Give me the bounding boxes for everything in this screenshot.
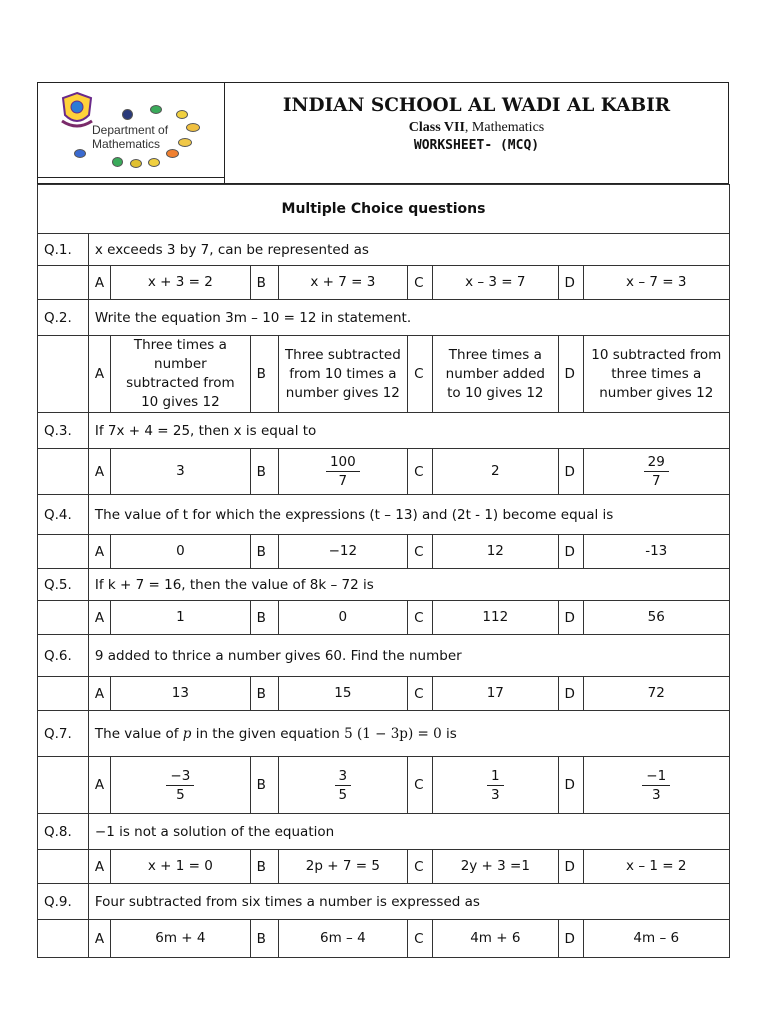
fraction-denominator: 5 bbox=[338, 786, 348, 803]
option-letter: C bbox=[408, 266, 433, 300]
option-letter: B bbox=[250, 677, 278, 711]
question-number: Q.4. bbox=[38, 495, 89, 535]
option-a[interactable]: 6m + 4 bbox=[111, 920, 250, 958]
option-letter: A bbox=[88, 677, 110, 711]
option-letter: B bbox=[250, 449, 278, 495]
option-c[interactable]: Three times a number added to 10 gives 12 bbox=[433, 336, 558, 413]
department-label bbox=[92, 123, 168, 151]
school-crest-icon bbox=[60, 91, 94, 131]
options-row bbox=[38, 336, 730, 413]
class-line bbox=[225, 120, 728, 136]
options-row bbox=[38, 677, 730, 711]
decor-dot-icon bbox=[112, 157, 123, 167]
decor-dot-icon bbox=[186, 123, 200, 132]
options-row bbox=[38, 920, 730, 958]
option-letter: A bbox=[88, 449, 110, 495]
option-a[interactable]: Three times a number subtracted from 10 gives 12 bbox=[111, 336, 250, 413]
option-c[interactable]: 17 bbox=[433, 677, 558, 711]
decor-dot-icon bbox=[122, 109, 133, 120]
section-title: Multiple Choice questions bbox=[38, 185, 730, 234]
option-letter: D bbox=[558, 336, 583, 413]
option-a[interactable]: 3 bbox=[111, 449, 250, 495]
question-text: Four subtracted from six times a number is expressed as bbox=[88, 884, 729, 920]
option-d[interactable]: 72 bbox=[583, 677, 729, 711]
option-letter: B bbox=[250, 850, 278, 884]
spacer-cell bbox=[38, 677, 89, 711]
option-b[interactable] bbox=[278, 757, 408, 814]
option-letter: B bbox=[250, 757, 278, 814]
question-text-part: 5 (1 − 3p) = 0 bbox=[344, 725, 442, 742]
option-d[interactable]: 56 bbox=[583, 601, 729, 635]
decor-dot-icon bbox=[150, 105, 162, 114]
fraction-numerator: −1 bbox=[642, 767, 670, 786]
options-row bbox=[38, 601, 730, 635]
option-letter: D bbox=[558, 449, 583, 495]
option-letter: C bbox=[408, 449, 433, 495]
department-logo bbox=[38, 83, 225, 183]
question-row bbox=[38, 413, 730, 449]
options-row bbox=[38, 850, 730, 884]
option-a[interactable]: x + 3 = 2 bbox=[111, 266, 250, 300]
question-number: Q.2. bbox=[38, 300, 89, 336]
question-row bbox=[38, 495, 730, 535]
question-row bbox=[38, 234, 730, 266]
logo-line-1: Department of bbox=[92, 123, 169, 137]
option-d[interactable]: 4m – 6 bbox=[583, 920, 729, 958]
option-letter: D bbox=[558, 677, 583, 711]
options-row bbox=[38, 449, 730, 495]
option-letter: C bbox=[408, 535, 433, 569]
option-b[interactable] bbox=[278, 449, 408, 495]
decor-dot-icon bbox=[74, 149, 86, 158]
fraction-denominator: 5 bbox=[176, 786, 185, 803]
question-number: Q.1. bbox=[38, 234, 89, 266]
option-c[interactable]: 112 bbox=[433, 601, 558, 635]
option-c[interactable]: 2 bbox=[433, 449, 558, 495]
fraction-denominator: 3 bbox=[651, 786, 661, 803]
question-row bbox=[38, 300, 730, 336]
spacer-cell bbox=[38, 601, 89, 635]
option-letter: A bbox=[88, 850, 110, 884]
fraction bbox=[644, 453, 669, 490]
option-a[interactable] bbox=[111, 757, 250, 814]
question-text: −1 is not a solution of the equation bbox=[88, 814, 729, 850]
question-text bbox=[88, 711, 729, 757]
option-b[interactable]: 6m – 4 bbox=[278, 920, 408, 958]
option-d[interactable] bbox=[583, 757, 729, 814]
options-row bbox=[38, 535, 730, 569]
option-b[interactable]: −12 bbox=[278, 535, 408, 569]
question-row bbox=[38, 814, 730, 850]
option-d[interactable]: -13 bbox=[583, 535, 729, 569]
question-text-part: in the given equation bbox=[191, 725, 345, 742]
option-letter: A bbox=[88, 535, 110, 569]
option-letter: A bbox=[88, 266, 110, 300]
option-letter: A bbox=[88, 757, 110, 814]
option-letter: C bbox=[408, 920, 433, 958]
spacer-cell bbox=[38, 336, 89, 413]
question-text: 9 added to thrice a number gives 60. Find the number bbox=[88, 635, 729, 677]
fraction-denominator: 3 bbox=[491, 786, 500, 803]
option-letter: D bbox=[558, 850, 583, 884]
spacer-cell bbox=[38, 535, 89, 569]
spacer-cell bbox=[38, 449, 89, 495]
option-letter: A bbox=[88, 336, 110, 413]
options-row bbox=[38, 266, 730, 300]
fraction bbox=[326, 453, 360, 490]
fraction bbox=[642, 767, 670, 804]
mcq-table bbox=[37, 184, 730, 958]
option-letter: D bbox=[558, 757, 583, 814]
spacer-cell bbox=[38, 266, 89, 300]
option-letter: D bbox=[558, 920, 583, 958]
decor-dot-icon bbox=[148, 158, 160, 167]
spacer-cell bbox=[38, 850, 89, 884]
fraction-numerator: 1 bbox=[487, 767, 504, 786]
option-b[interactable]: Three subtracted from 10 times a number gives 12 bbox=[278, 336, 408, 413]
option-letter: B bbox=[250, 266, 278, 300]
option-letter: B bbox=[250, 601, 278, 635]
option-c[interactable]: 4m + 6 bbox=[433, 920, 558, 958]
option-a[interactable]: 0 bbox=[111, 535, 250, 569]
option-letter: B bbox=[250, 336, 278, 413]
fraction bbox=[487, 767, 504, 804]
school-name: INDIAN SCHOOL AL WADI AL KABIR bbox=[282, 95, 671, 116]
option-letter: A bbox=[88, 601, 110, 635]
option-d[interactable] bbox=[583, 449, 729, 495]
option-b[interactable]: 2p + 7 = 5 bbox=[278, 850, 408, 884]
question-text: Write the equation 3m – 10 = 12 in statement. bbox=[88, 300, 729, 336]
question-number: Q.9. bbox=[38, 884, 89, 920]
spacer-cell bbox=[38, 757, 89, 814]
question-number: Q.8. bbox=[38, 814, 89, 850]
decor-dot-icon bbox=[130, 159, 142, 168]
decor-dot-icon bbox=[178, 138, 192, 147]
option-c[interactable]: x – 3 = 7 bbox=[433, 266, 558, 300]
class-label: Class VII bbox=[408, 120, 465, 135]
question-number: Q.5. bbox=[38, 569, 89, 601]
question-text-part: p bbox=[182, 725, 192, 742]
option-letter: B bbox=[250, 920, 278, 958]
question-row bbox=[38, 711, 730, 757]
fraction-numerator: 29 bbox=[644, 453, 669, 472]
fraction-numerator: −3 bbox=[166, 767, 194, 786]
option-b[interactable]: 15 bbox=[278, 677, 408, 711]
question-number: Q.7. bbox=[38, 711, 89, 757]
option-b[interactable]: x + 7 = 3 bbox=[278, 266, 408, 300]
logo-divider bbox=[38, 177, 224, 178]
fraction bbox=[166, 767, 194, 804]
worksheet-header bbox=[37, 82, 729, 184]
fraction-denominator: 7 bbox=[651, 473, 661, 489]
options-row bbox=[38, 757, 730, 814]
option-letter: D bbox=[558, 266, 583, 300]
question-number: Q.3. bbox=[38, 413, 89, 449]
option-a[interactable]: 1 bbox=[111, 601, 250, 635]
option-a[interactable]: 13 bbox=[111, 677, 250, 711]
question-row bbox=[38, 884, 730, 920]
question-text: The value of t for which the expressions (t – 13) and (2t - 1) become equal is bbox=[88, 495, 729, 535]
option-d[interactable]: 10 subtracted from three times a number gives 12 bbox=[583, 336, 729, 413]
question-text: If 7x + 4 = 25, then x is equal to bbox=[88, 413, 729, 449]
section-heading-row bbox=[38, 185, 730, 234]
option-d[interactable]: x – 7 = 3 bbox=[583, 266, 729, 300]
option-c[interactable]: 2y + 3 =1 bbox=[433, 850, 558, 884]
option-letter: B bbox=[250, 535, 278, 569]
question-text-part: is bbox=[441, 725, 457, 742]
question-row bbox=[38, 569, 730, 601]
title-block bbox=[225, 83, 728, 183]
option-letter: C bbox=[408, 601, 433, 635]
question-text: If k + 7 = 16, then the value of 8k – 72 is bbox=[88, 569, 729, 601]
fraction-denominator: 7 bbox=[338, 473, 348, 489]
option-d[interactable]: x – 1 = 2 bbox=[583, 850, 729, 884]
fraction bbox=[335, 767, 352, 804]
option-c[interactable]: 12 bbox=[433, 535, 558, 569]
option-letter: C bbox=[408, 336, 433, 413]
logo-line-2: Mathematics bbox=[92, 137, 161, 151]
fraction-numerator: 100 bbox=[326, 453, 360, 472]
option-letter: D bbox=[558, 535, 583, 569]
spacer-cell bbox=[38, 920, 89, 958]
question-row bbox=[38, 635, 730, 677]
fraction-numerator: 3 bbox=[335, 767, 352, 786]
question-number: Q.6. bbox=[38, 635, 89, 677]
option-a[interactable]: x + 1 = 0 bbox=[111, 850, 250, 884]
decor-dot-icon bbox=[176, 110, 188, 119]
worksheet-label: WORKSHEET- (MCQ) bbox=[413, 138, 540, 153]
option-b[interactable]: 0 bbox=[278, 601, 408, 635]
option-c[interactable] bbox=[433, 757, 558, 814]
question-text-part: The value of bbox=[94, 725, 183, 742]
subject-label: , Mathematics bbox=[464, 120, 545, 135]
question-text: x exceeds 3 by 7, can be represented as bbox=[88, 234, 729, 266]
option-letter: C bbox=[408, 677, 433, 711]
option-letter: C bbox=[408, 757, 433, 814]
option-letter: A bbox=[88, 920, 110, 958]
option-letter: C bbox=[408, 850, 433, 884]
option-letter: D bbox=[558, 601, 583, 635]
